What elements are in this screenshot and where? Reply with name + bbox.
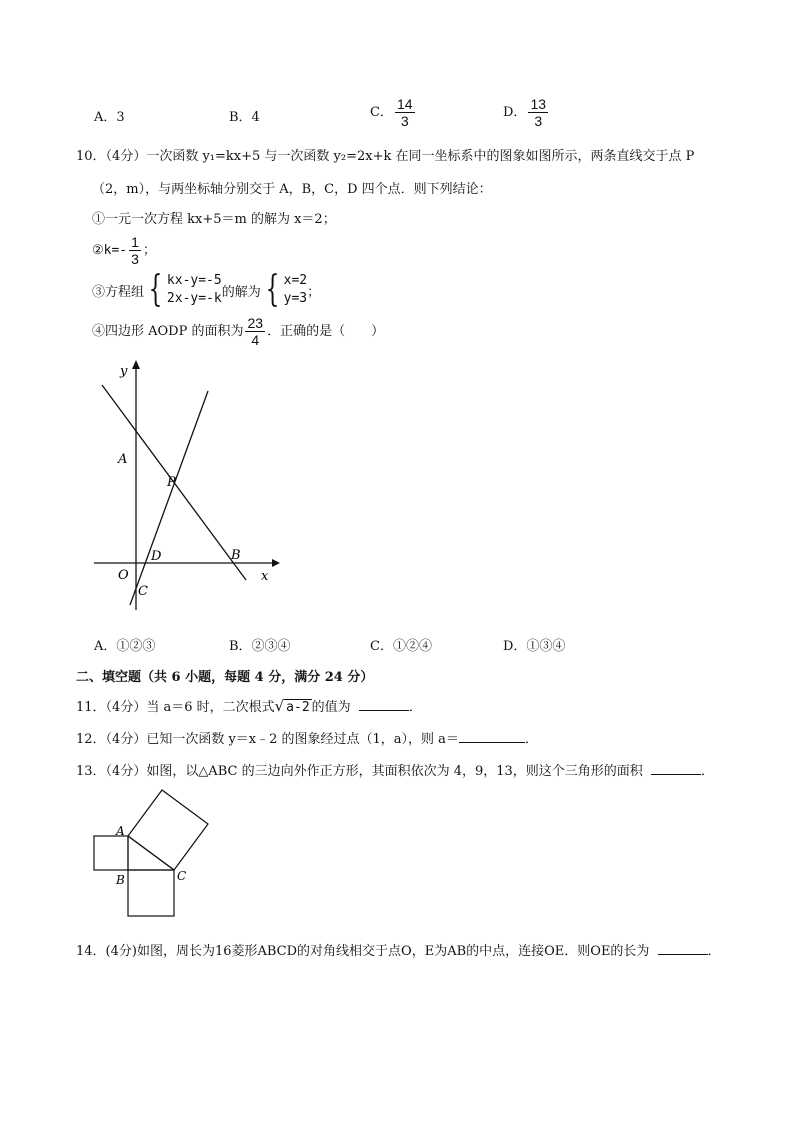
- q10-stem-line2: （2，m），与两坐标轴分别交于 A，B，C，D 四个点．则下列结论：: [92, 182, 492, 197]
- label-P: P: [167, 475, 176, 490]
- q9-option-d-label: D．: [503, 105, 527, 120]
- label-O: O: [118, 568, 129, 583]
- square-area-4: [94, 836, 128, 870]
- label-D: D: [151, 549, 162, 564]
- q10-statement-2: ②k=- $\frac{1}{3}$ ；: [92, 234, 156, 267]
- q9-option-a: A．3: [94, 110, 125, 125]
- q9-option-c-label: C．: [370, 105, 393, 120]
- label-C: C: [138, 584, 148, 599]
- q9-option-c: [370, 97, 417, 128]
- q13: 13．（4分）如图，以△ABC 的三边向外作正方形，其面积依次为 4，9，13，则这个三角形的面积 ．: [76, 764, 714, 779]
- q9-option-c-fraction: $\frac{14}{3}$: [396, 96, 413, 129]
- square-area-9: [128, 870, 174, 916]
- q13-squares-figure: [90, 785, 220, 920]
- q12: 12．（4分）已知一次函数 y＝x﹣2 的图象经过点（1，a），则 a＝ ．: [76, 732, 538, 747]
- triangle-hypotenuse: [128, 836, 174, 870]
- q14: 14．(4分)如图，周长为16菱形ABCD的对角线相交于点O，E为AB的中点，连接OE．则OE的长为 ．: [76, 944, 721, 959]
- square-area-13: [128, 790, 208, 870]
- q10-option-c: C．①②④: [370, 639, 432, 654]
- y-axis-arrow-icon: [132, 360, 140, 369]
- q14-answer-blank[interactable]: [658, 942, 708, 955]
- label-B: B: [231, 548, 241, 563]
- q11-answer-blank[interactable]: [359, 698, 409, 711]
- q9-option-d: [503, 97, 550, 128]
- q9-option-d-fraction: $\frac{13}{3}$: [530, 96, 547, 129]
- x-axis-arrow-icon: [272, 559, 280, 567]
- q10-option-a: A．①②③: [94, 639, 156, 654]
- q11: 11．（4分）当 a＝6 时，二次根式√ a-2 的值为 ．: [76, 697, 422, 715]
- q12-answer-blank[interactable]: [459, 730, 525, 743]
- q9-option-b: B．4: [229, 110, 260, 125]
- q10-option-d: D．①③④: [503, 639, 566, 654]
- q10-statement-3: ③方程组 { kx-y=-5 2x-y=-k 的解为 { x=2 y=3 ；: [92, 269, 321, 310]
- q10-option-b: B．②③④: [229, 639, 291, 654]
- q13-answer-blank[interactable]: [651, 762, 701, 775]
- q10-statement-1: ①一元一次方程 kx+5＝m 的解为 x＝2；: [92, 212, 336, 227]
- label-A: A: [116, 824, 125, 838]
- label-A: A: [118, 452, 128, 467]
- q10-stem-line1: 10．（4分）一次函数 y₁=kx+5 与一次函数 y₂=2x+k 在同一坐标系中的图象如图所示，两条直线交于点 P: [76, 149, 695, 164]
- label-B: B: [116, 873, 125, 887]
- section-2-title: 二、填空题（共 6 小题，每题 4 分，满分 24 分）: [76, 670, 374, 685]
- line-y2: [130, 391, 208, 605]
- label-y: y: [120, 364, 128, 379]
- q10-coordinate-graph: [80, 355, 290, 615]
- label-C: C: [177, 869, 187, 883]
- q10-statement-4: ④四边形 AODP 的面积为 $\frac{23}{4}$ ．正确的是（ ）: [92, 315, 385, 348]
- label-x: x: [261, 569, 269, 584]
